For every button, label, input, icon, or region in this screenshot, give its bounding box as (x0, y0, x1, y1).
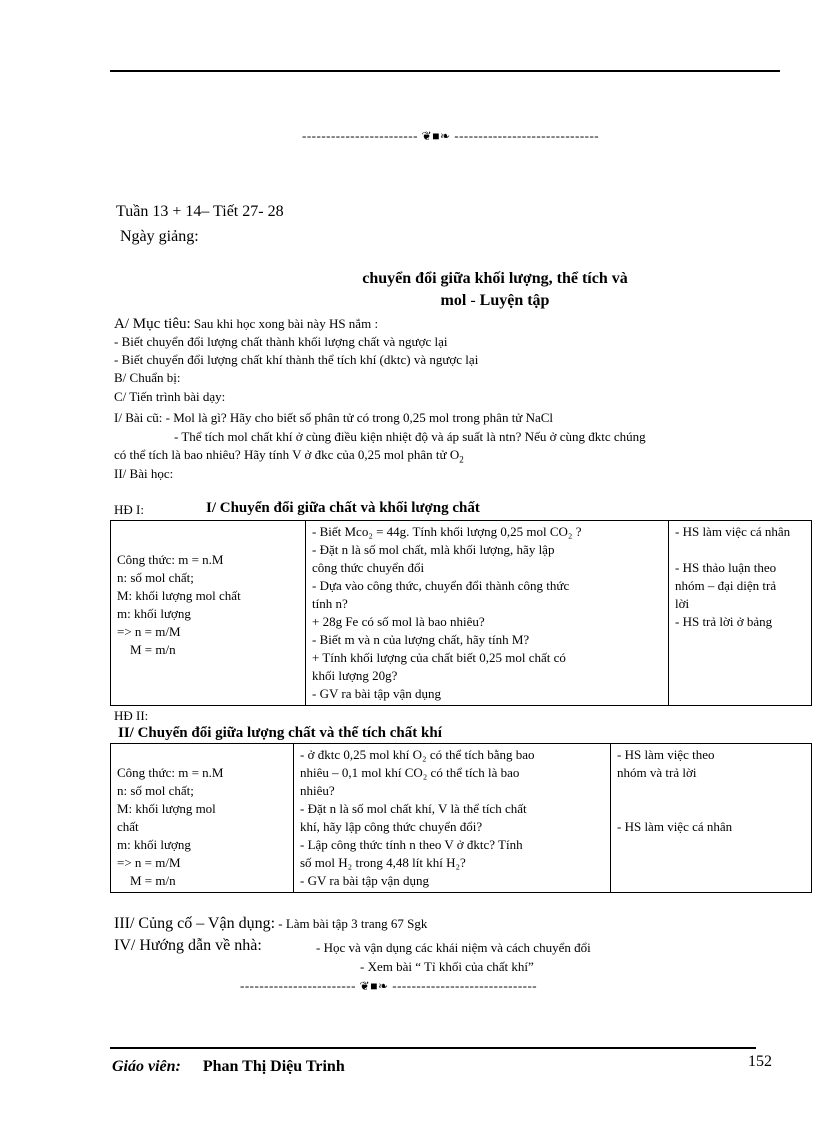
reinforcement: III/ Củng cố – Vận dụng: - Làm bài tập 3 trang 67 Sgk (114, 915, 428, 932)
hd1-table (110, 520, 812, 706)
hd1-student-cell: - HS làm việc cá nhân - HS thảo luận theo nhóm – đại diện trả lời - HS trả lời ở bảng (669, 521, 812, 706)
hd2-heading: II/ Chuyển đổi giữa lượng chất và thể tích chất khí (118, 725, 442, 741)
ornament-icon: ❦■❧ (421, 129, 451, 143)
teacher-label: Giáo viên: (112, 1058, 181, 1075)
objective: A/ Mục tiêu: Sau khi học xong bài này HS nắm : (114, 316, 379, 332)
lesson-heading: II/ Bài học: (114, 466, 174, 481)
top-rule (110, 70, 780, 72)
hd2-table (110, 743, 812, 893)
teaching-date-label: Ngày giảng: (120, 228, 199, 245)
objective-2: - Biết chuyển đổi lượng chất khí thành thể tích khí (dktc) và ngược lại (114, 352, 479, 367)
footer-teacher (112, 1058, 345, 1076)
homework-1: - Học và vận dụng các khái niệm và cách chuyển đổi (316, 940, 591, 955)
preparation: B/ Chuẩn bị: (114, 370, 181, 385)
review-question-3: có thể tích là bao nhiêu? Hãy tính V ở đkc của 0,25 mol phân tử $O_2$ (114, 447, 464, 465)
lesson-progress: C/ Tiến trình bài dạy: (114, 389, 226, 404)
week-lesson: Tuần 13 + 14– Tiết 27- 28 (116, 203, 284, 220)
hd2-student-cell: - HS làm việc theo nhóm và trả lời - HS làm việc cá nhân (611, 744, 812, 893)
hd2-teacher-cell: - ở đktc 0,25 mol khí O₂ có thể tích bằng bao nhiêu – 0,1 mol khí CO₂ có thể tích là bao nhiêu? - Đặt n là số mol chất khí, V là thể tích chất khí, hãy lập công thức chuyển đổi? - Lập công thức tính n theo V ở đktc? Tính số mol H₂ trong 4,48 lít khí H₂? - GV ra bài tập vận dụng (294, 744, 611, 893)
hd1-teacher-cell: - Biết Mco₂ = 44g. Tính khối lượng 0,25 mol CO₂ ? - Đặt n là số mol chất, mlà khối lượng, hãy lập công thức chuyển đổi - Dựa vào công thức, chuyển đổi thành công thức tính n? + 28g Fe có số mol là bao nhiêu? - Biết m và n của lượng chất, hãy tính M? + Tính khối lượng của chất biết 0,25 mol chất có khối lượng 20g? - GV ra bài tập vận dụng (306, 521, 669, 706)
divider-bottom (240, 978, 537, 994)
divider-dashes: ------------------------ (240, 978, 356, 993)
objective-1: - Biết chuyển đổi lượng chất thành khối lượng chất và ngược lại (114, 334, 448, 349)
divider-dashes: ------------------------ (302, 128, 418, 143)
hd1-formula-cell: Công thức: m = n.M n: số mol chất; M: khối lượng mol chất m: khối lượng => n = m/M M = m/n (111, 521, 306, 706)
review-question-1: I/ Bài cũ: - Mol là gì? Hãy cho biết số phân tử có trong 0,25 mol trong phân tử NaCl (114, 410, 554, 425)
divider-dashes: ------------------------------ (392, 978, 538, 993)
divider-dashes: ------------------------------ (454, 128, 600, 143)
lesson-title-line1: chuyển đổi giữa khối lượng, thể tích và (362, 270, 628, 287)
hd1-heading: I/ Chuyển đổi giữa chất và khối lượng chất (206, 500, 480, 516)
review-question-2: - Thể tích mol chất khí ở cùng điều kiện nhiệt độ và áp suất là ntn? Nếu ở cùng đktc chúng (174, 429, 646, 444)
hd1-label: HĐ I: (114, 502, 144, 517)
hd2-label: HĐ II: (114, 708, 149, 723)
divider-top (302, 128, 599, 144)
lesson-title-line2: mol - Luyện tập (440, 292, 550, 309)
homework: IV/ Hướng dẫn về nhà: (114, 937, 262, 954)
teacher-name: Phan Thị Diệu Trinh (202, 1058, 345, 1075)
page-number: 152 (748, 1053, 772, 1070)
hd2-formula-cell: Công thức: m = n.M n: số mol chất; M: khối lượng mol chất m: khối lượng => n = m/M M = m/n (111, 744, 294, 893)
homework-2: - Xem bài “ Tỉ khối của chất khí” (360, 959, 534, 974)
footer-rule (110, 1047, 756, 1049)
ornament-icon: ❦■❧ (359, 979, 389, 993)
